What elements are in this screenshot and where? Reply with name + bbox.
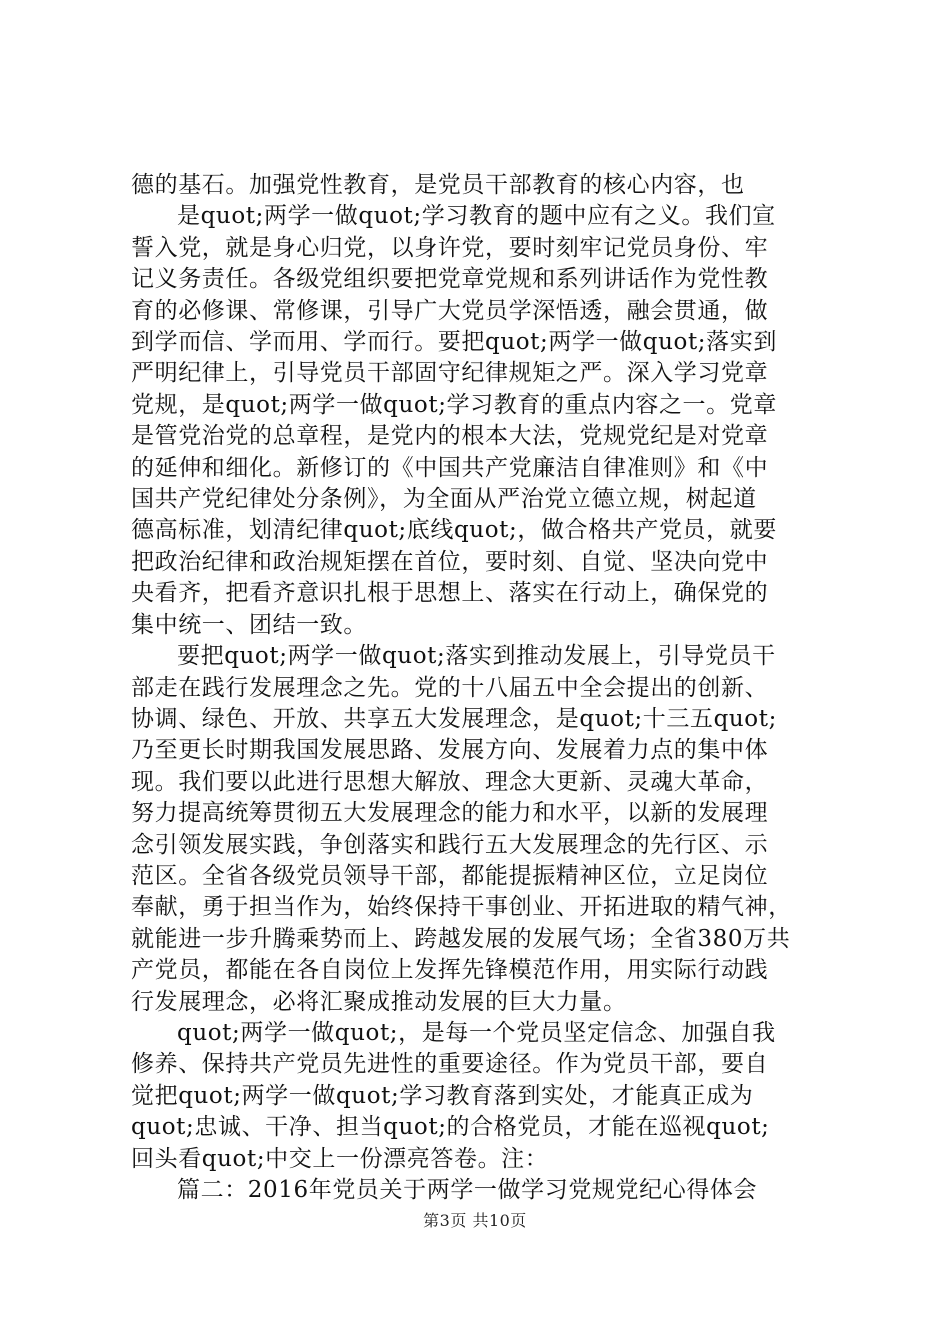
text-line: 记义务责任。各级党组织要把党章党规和系列讲话作为党性教 <box>131 266 769 293</box>
text-line: 念引领发展实践，争创落实和践行五大发展理念的先行区、示 <box>131 831 769 858</box>
text-line: 是quot;两学一做quot;学习教育的题中应有之义。我们宣 <box>177 203 776 230</box>
text-line: 努力提高统筹贯彻五大发展理念的能力和水平，以新的发展理 <box>131 800 769 827</box>
text-line: 的延伸和细化。新修订的《中国共产党廉洁自律准则》和《中 <box>131 454 769 481</box>
text-line: 乃至更长时期我国发展思路、发展方向、发展着力点的集中体 <box>131 737 769 764</box>
page-footer: 第3页 共10页 <box>423 1211 527 1230</box>
text-line: 就能进一步升腾乘势而上、跨越发展的发展气场；全省380万共 <box>131 925 791 952</box>
text-line: 篇二：2016年党员关于两学一做学习党规党纪心得体会 <box>177 1177 758 1203</box>
text-line: quot;忠诚、干净、担当quot;的合格党员，才能在巡视quot; <box>131 1114 770 1141</box>
text-line: 誓入党，就是身心归党，以身许党，要时刻牢记党员身份、牢 <box>131 234 769 261</box>
text-line: 回头看quot;中交上一份漂亮答卷。注： <box>131 1145 549 1172</box>
text-line: 是管党治党的总章程，是党内的根本大法，党规党纪是对党章 <box>131 423 769 450</box>
text-line: 国共产党纪律处分条例》，为全面从严治党立德立规，树起道 <box>131 486 757 513</box>
text-line: 觉把quot;两学一做quot;学习教育落到实处，才能真正成为 <box>131 1082 754 1109</box>
text-line: 集中统一、团结一致。 <box>131 611 367 638</box>
text-line: 产党员，都能在各自岗位上发挥先锋模范作用，用实际行动践 <box>131 957 769 984</box>
text-line: 协调、绿色、开放、共享五大发展理念，是quot;十三五quot; <box>131 705 777 732</box>
text-line: 要把quot;两学一做quot;落实到推动发展上，引导党员干 <box>177 643 776 670</box>
document-body <box>131 170 831 1206</box>
text-line: 到学而信、学而用、学而行。要把quot;两学一做quot;落实到 <box>131 329 777 356</box>
text-line: 德的基石。加强党性教育，是党员干部教育的核心内容，也 <box>131 172 745 198</box>
text-line: 育的必修课、常修课，引导广大党员学深悟透，融会贯通，做 <box>131 297 769 324</box>
text-line: 奉献，勇于担当作为，始终保持干事创业、开拓进取的精气神， <box>131 894 792 921</box>
text-line: quot;两学一做quot;，是每一个党员坚定信念、加强自我 <box>177 1019 776 1046</box>
text-line: 部走在践行发展理念之先。党的十八届五中全会提出的创新、 <box>131 674 769 701</box>
text-line: 把政治纪律和政治规矩摆在首位，要时刻、自觉、坚决向党中 <box>131 548 769 575</box>
text-line: 严明纪律上，引导党员干部固守纪律规矩之严。深入学习党章 <box>131 360 769 387</box>
text-line: 央看齐，把看齐意识扎根于思想上、落实在行动上，确保党的 <box>131 580 769 607</box>
text-line: 党规，是quot;两学一做quot;学习教育的重点内容之一。党章 <box>131 391 777 418</box>
text-line: 现。我们要以此进行思想大解放、理念大更新、灵魂大革命， <box>131 768 769 795</box>
text-line: 修养、保持共产党员先进性的重要途径。作为党员干部，要自 <box>131 1051 769 1078</box>
text-line: 行发展理念，必将汇聚成推动发展的巨大力量。 <box>131 988 627 1015</box>
text-line: 德高标准，划清纪律quot;底线quot;，做合格共产党员，就要 <box>131 517 777 544</box>
text-line: 范区。全省各级党员领导干部，都能提振精神区位，立足岗位 <box>131 862 769 889</box>
